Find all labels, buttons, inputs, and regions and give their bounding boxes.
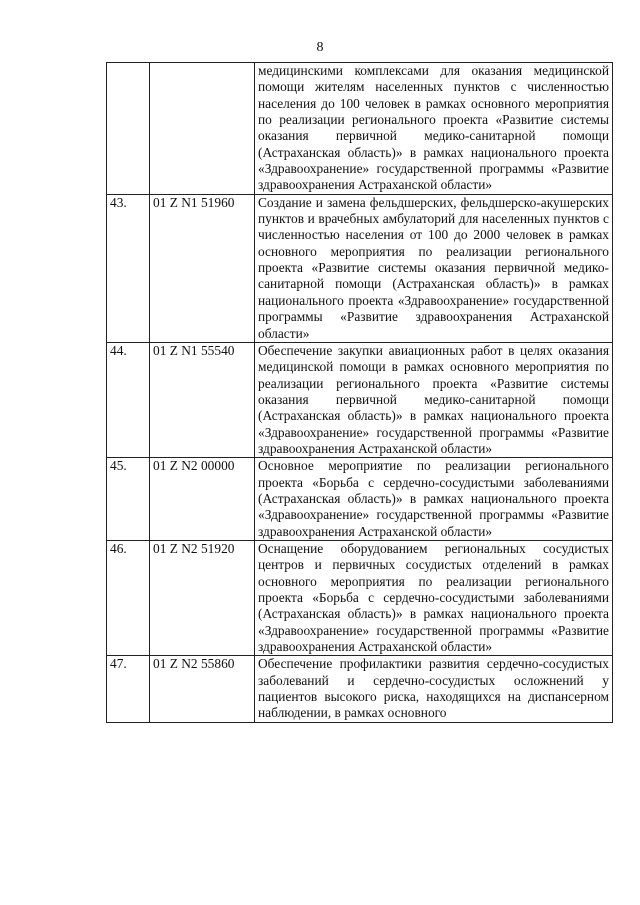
budget-code: 01 Z N1 55540 [150, 342, 255, 457]
row-description: Обеспечение закупки авиационных работ в целях оказания медицинской помощи в рамках основного мероприятия по реализации регионального проекта «Развитие системы оказания первичной медико-санитарной помощи (Астраханская область)» в рамках национального проекта «Здравоохранение» государственной программы «Развитие здравоохранения Астраханской области» [255, 342, 613, 457]
table-row [107, 540, 613, 655]
row-description: Основное мероприятие по реализации регионального проекта «Борьба с сердечно-сосудистыми заболеваниями (Астраханская область)» в рамках национального проекта «Здравоохранение» государственной программы «Развитие здравоохранения Астраханской области» [255, 458, 613, 541]
table-row [107, 63, 613, 195]
row-number: 47. [107, 656, 150, 722]
table-row [107, 458, 613, 541]
row-description: Создание и замена фельдшерских, фельдшерско-акушерских пунктов и врачебных амбулаторий для населенных пунктов с численностью населения от 100 до 2000 человек в рамках основного мероприятия по реализации регионального проекта «Развитие системы оказания первичной медико-санитарной помощи (Астраханская область)» в рамках национального проекта «Здравоохранение» государственной программы «Развитие здравоохранения Астраханской области» [255, 194, 613, 342]
budget-code: 01 Z N2 51920 [150, 540, 255, 655]
budget-code [150, 63, 255, 195]
table-row [107, 656, 613, 722]
row-number: 46. [107, 540, 150, 655]
row-description: Оснащение оборудованием региональных сосудистых центров и первичных сосудистых отделений в рамках основного мероприятия по реализации регионального проекта «Борьба с сердечно-сосудистыми заболеваниями (Астраханская область)» в рамках национального проекта «Здравоохранение» государственной программы «Развитие здравоохранения Астраханской области» [255, 540, 613, 655]
row-number: 43. [107, 194, 150, 342]
budget-code: 01 Z N2 00000 [150, 458, 255, 541]
row-description: Обеспечение профилактики развития сердечно-сосудистых заболеваний и сердечно-сосудистых осложнений у пациентов высокого риска, находящихся на диспансерном наблюдении, в рамках основного [255, 656, 613, 722]
page-number: 8 [316, 40, 324, 55]
row-number: 45. [107, 458, 150, 541]
budget-code: 01 Z N1 51960 [150, 194, 255, 342]
row-description: медицинскими комплексами для оказания медицинской помощи жителям населенных пунктов с численностью населения до 100 человек в рамках основного мероприятия по реализации регионального проекта «Развитие системы оказания первичной медико-санитарной помощи (Астраханская область)» в рамках национального проекта «Здравоохранение» государственной программы «Развитие здравоохранения Астраханской области» [255, 63, 613, 195]
row-number [107, 63, 150, 195]
table-row [107, 194, 613, 342]
row-number: 44. [107, 342, 150, 457]
budget-items-table [106, 62, 613, 723]
table-row [107, 342, 613, 457]
budget-code: 01 Z N2 55860 [150, 656, 255, 722]
